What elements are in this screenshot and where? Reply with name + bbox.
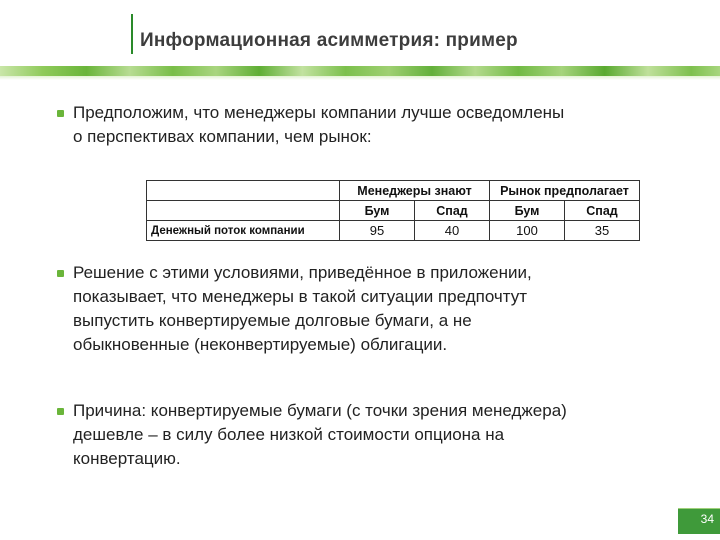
header-band-fade: [0, 76, 720, 80]
slide-title: Информационная асимметрия: пример: [140, 30, 518, 51]
bullet-1-line-2: о перспективах компании, чем рынок:: [73, 127, 372, 146]
table-cell: 35: [565, 221, 640, 241]
bullet-1-line-1: Предположим, что менеджеры компании лучше осведомлены: [73, 103, 565, 122]
table-row: [147, 221, 640, 241]
bullet-2-line-1: Решение с этими условиями, приведённое в приложении,: [73, 263, 532, 282]
bullet-3-line-1: Причина: конвертируемые бумаги (с точки зрения менеджера): [73, 401, 567, 420]
header-decorative-band: [0, 66, 720, 76]
bullet-marker-2: [57, 270, 64, 277]
bullet-text-1: [73, 101, 683, 149]
bullet-text-3: [73, 399, 683, 471]
bullet-text-2: [73, 261, 683, 357]
table-corner-cell: [147, 181, 340, 201]
cash-flow-table: [146, 180, 640, 241]
bullet-marker-3: [57, 408, 64, 415]
table-cell: 40: [415, 221, 490, 241]
bullet-2-line-2: показывает, что менеджеры в такой ситуации предпочтут: [73, 287, 528, 306]
bullet-2-line-3: выпустить конвертируемые долговые бумаги, а не: [73, 311, 472, 330]
table-sub-header-cell: Спад: [415, 201, 490, 221]
table-row-label: Денежный поток компании: [147, 221, 340, 241]
table-sub-header-cell: Спад: [565, 201, 640, 221]
table-group-header-row: [147, 181, 640, 201]
bullet-2-line-4: обыкновенные (неконвертируемые) облигации.: [73, 335, 448, 354]
table-sub-header-cell: Бум: [490, 201, 565, 221]
table-sub-header-cell: Бум: [340, 201, 415, 221]
table-sub-header-row: [147, 201, 640, 221]
bullet-marker-1: [57, 110, 64, 117]
table-group-header-managers: Менеджеры знают: [340, 181, 490, 201]
table-group-header-market: Рынок предполагает: [490, 181, 640, 201]
table-sub-corner-cell: [147, 201, 340, 221]
table-cell: 100: [490, 221, 565, 241]
page-number: 34: [678, 508, 720, 534]
title-accent-line: [131, 14, 133, 54]
bullet-3-line-3: конвертацию.: [73, 449, 181, 468]
table-cell: 95: [340, 221, 415, 241]
bullet-3-line-2: дешевле – в силу более низкой стоимости опциона на: [73, 425, 505, 444]
page-number-accent-line: [678, 508, 720, 509]
